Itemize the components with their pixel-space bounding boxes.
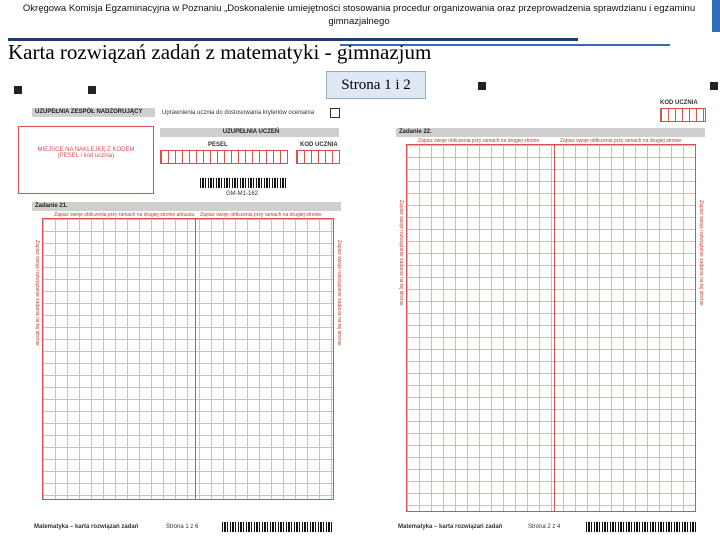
code-label: KOD UCZNIA <box>300 142 338 148</box>
bullet-icon <box>14 86 22 94</box>
pesel-field[interactable] <box>160 150 288 164</box>
student-code-field-right[interactable] <box>660 108 706 122</box>
sticker-note: MIEJSCE NA NAKLEJKĘ Z KODEM (PESEL i kod ucznia) <box>37 147 135 159</box>
bullet-icon <box>88 86 96 94</box>
header-accent <box>712 0 720 32</box>
answer-grid-22[interactable] <box>406 144 696 512</box>
header-text: Okręgowa Komisja Egzaminacyjna w Poznaniu „Doskonalenie umiejętności stosowania procedur organizowania oraz przeprowadzenia sprawdzianu i egzaminu gimnazjalnego <box>22 3 696 27</box>
team-note: Uprawnienia ucznia do dostosowania kryteriów oceniania <box>162 110 315 116</box>
footer-left-right: Matematyka – karta rozwiązań zadań <box>398 524 503 530</box>
barcode <box>200 178 286 188</box>
task-22-label: Zadanie 22. <box>396 128 705 137</box>
grid-note-right: Zapisz swoje obliczenia przy ramach na drugiej stronie. <box>560 138 683 144</box>
footer-page: Strona 1 z 6 <box>166 524 199 530</box>
footer-left: Matematyka – karta rozwiązań zadań <box>34 524 139 530</box>
header-bar <box>0 0 720 32</box>
footer-barcode <box>222 522 332 532</box>
grid-divider <box>554 144 555 512</box>
pesel-label: PESEL <box>208 142 228 148</box>
bar-student: UZUPEŁNIA UCZEŃ <box>160 128 339 137</box>
grid-divider <box>195 218 196 500</box>
side-note: Zapisz swoje rozwiązanie zadania na tej stronie <box>698 200 704 306</box>
sticker-area <box>18 126 154 194</box>
bullet-icon <box>478 82 486 90</box>
side-note: Zapisz swoje rozwiązanie zadania na tej stronie <box>336 240 342 346</box>
exam-code: GM-M1-162 <box>226 191 259 197</box>
student-code-field[interactable] <box>296 150 340 164</box>
grid-note-right: Zapisz swoje obliczenia przy ramach na drugiej stronie. <box>200 212 323 218</box>
side-note: Zapisz swoje rozwiązanie zadania na tej stronie <box>34 240 40 346</box>
slide-title: Karta rozwiązań zadań z matematyki - gimnazjum <box>8 40 432 64</box>
grid-note-left: Zapisz swoje obliczenia przy ramach na drugiej stronie arkusza. <box>54 212 196 218</box>
answer-grid-21[interactable] <box>42 218 334 500</box>
code-label-right: KOD UCZNIA <box>660 100 698 106</box>
footer-barcode-right <box>586 522 696 532</box>
footer-page-right: Strona 2 z 4 <box>528 524 561 530</box>
bar-team: UZUPEŁNIA ZESPÓŁ NADZORUJĄCY <box>32 108 155 117</box>
grid-note-left: Zapisz swoje obliczenia przy ramach na drugiej stronie. <box>418 138 541 144</box>
task-21-label: Zadanie 21. <box>32 202 341 211</box>
bullet-icon <box>710 82 718 90</box>
checkbox[interactable] <box>330 108 340 118</box>
side-note: Zapisz swoje rozwiązanie zadania na tej stronie <box>398 200 404 306</box>
page-indicator: Strona 1 i 2 <box>326 71 426 99</box>
